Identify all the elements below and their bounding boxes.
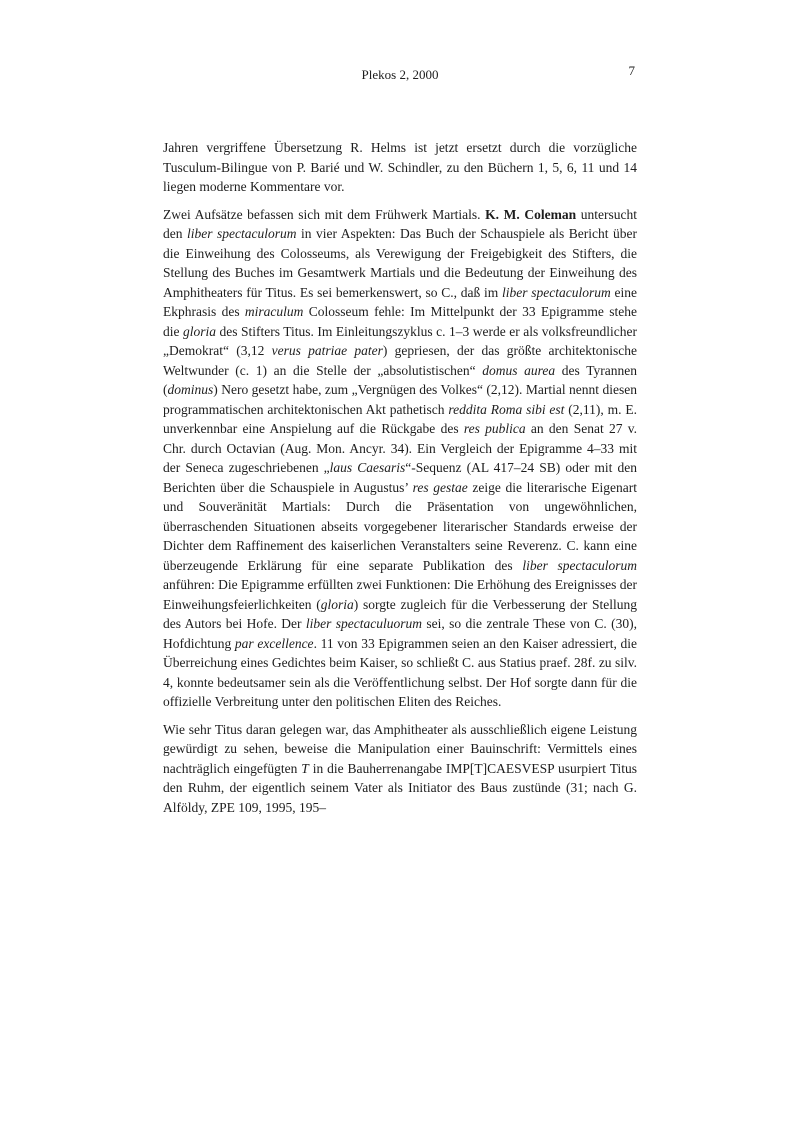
italic-run: laus Caesaris [329,460,406,475]
text-run: Colosseum fehle: Im Mittelpunkt der 33 Epigramme stehe die [163,304,637,339]
italic-run: res publica [463,421,526,436]
italic-run: liber spectaculorum [187,226,297,241]
italic-run: gloria [320,596,354,612]
text-run: “-Sequenz (AL 417–24 SB) oder mit den Berichten über die Schauspiele in Augustus’ [163,460,637,495]
page-number: 7 [628,63,635,78]
italic-run: liber spectaculuorum [305,616,423,631]
text-run: Jahren vergriffene Übersetzung R. Helms ist jetzt ersetzt durch die vorzügliche Tusculum-Bilingue von P. Barié und W. Schindler, zu den Büchern 1, 5, 6, 11 und 14 liegen moderne Kommentare vor. [163,140,637,194]
paragraph [163,205,637,712]
italic-run: domus aurea [482,362,556,378]
text-run: eine Ekphrasis des [163,284,638,319]
text-run: sei, so die zentrale These von C. (30), Hofdichtung [163,616,638,651]
text-run: . 11 von 33 Epigrammen seien an den Kaiser adressiert, die Überreichung eines Gedichtes beim Kaiser, so schließt C. aus Statius praef. 28f. zu silv. 4, konnte bedeutsamer sein als die Veröffentlichung selbst. Der Hof sorgte dann für die offizielle Verbreitung unter den politischen Eliten des Reiches. [163,635,637,709]
bold-run: K. M. Coleman [485,206,577,222]
italic-run: verus patriae pater [271,343,383,358]
text-run: (2,11), m. E. unverkennbar eine Anspielung auf die Rückgabe des [163,401,637,436]
italic-run: reddita Roma sibi est [448,401,565,417]
text-run: in die Bauherrenangabe IMP[T]CAESVESP usurpiert Titus den Ruhm, der eigentlich seinem Vater als Initiator des Baus zustünde (31; nach G. Alföldy, ZPE 109, 1995, 195– [163,760,637,815]
text-run: anführen: Die Epigramme erfüllten zwei Funktionen: Die Erhöhung des Ereignisses der Einweihungsfeierlichkeiten ( [163,577,637,612]
text-run: zeige die literarische Eigenart und Souveränität Martials: Durch die Präsentation von ungewöhnlichen, überraschenden Situationen abseits vorgegebener literarischer Standards erweise der Dichter dem Raffinement des kaiserlichen Veranstalters seine Reverenz. C. kann eine überzeugende Erklärung für eine separate Publikation des [163,479,637,573]
text-run: ) Nero gesetzt habe, zum „Vergnügen des Volkes“ (2,12). Martial nennt diesen programmatischen architektonischen Akt pathetisch [163,382,637,417]
italic-run: liber spectaculorum [502,284,611,300]
italic-run: miraculum [244,304,304,319]
journal-title: Plekos 2, 2000 [361,67,439,82]
italic-run: T [301,760,309,776]
paragraph [163,720,637,818]
text-run: ) gepriesen, der das größte architektonische Weltwunder (c. 1) an die Stelle der „absolutistischen“ [163,343,637,378]
italic-run: par excellence [234,635,314,651]
paragraph [163,138,637,197]
text-run: untersucht den [163,206,637,241]
italic-run: res gestae [412,479,468,495]
text-run: an den Senat 27 v. Chr. durch Octavian (Aug. Mon. Ancyr. 34). Ein Vergleich der Epigramme 4–33 mit der Seneca zugeschriebenen „ [163,421,637,475]
text-run: in vier Aspekten: Das Buch der Schauspiele als Bericht über die Einweihung des Colosseums, als Verewigung der Freigebigkeit des Stifters, die Stellung des Buches im Gesamtwerk Martials und die Bedeutung der Einweihung des Amphitheaters für Titus. Es sei bemerkenswert, so C., daß im [163,226,637,300]
text-run: Zwei Aufsätze befassen sich mit dem Frühwerk Martials. [163,206,486,222]
text-run: des Tyrannen ( [163,362,637,397]
italic-run: liber spectaculorum [522,557,637,573]
text-run: Wie sehr Titus daran gelegen war, das Amphitheater als ausschließlich eigene Leistung gewürdigt zu sehen, beweise die Manipulation einer Bauinschrift: Vermittels eines nachträglich eingefügten [163,721,637,776]
text-run: des Stifters Titus. Im Einleitungszyklus c. 1–3 werde er als volksfreundlicher „Demokrat“ (3,12 [163,323,637,358]
document-body [163,138,637,817]
italic-run: gloria [183,323,217,339]
text-run: ) sorgte zugleich für die Verbesserung der Stellung des Autors bei Hofe. Der [163,596,637,631]
italic-run: dominus [167,382,214,397]
running-head [163,63,637,83]
